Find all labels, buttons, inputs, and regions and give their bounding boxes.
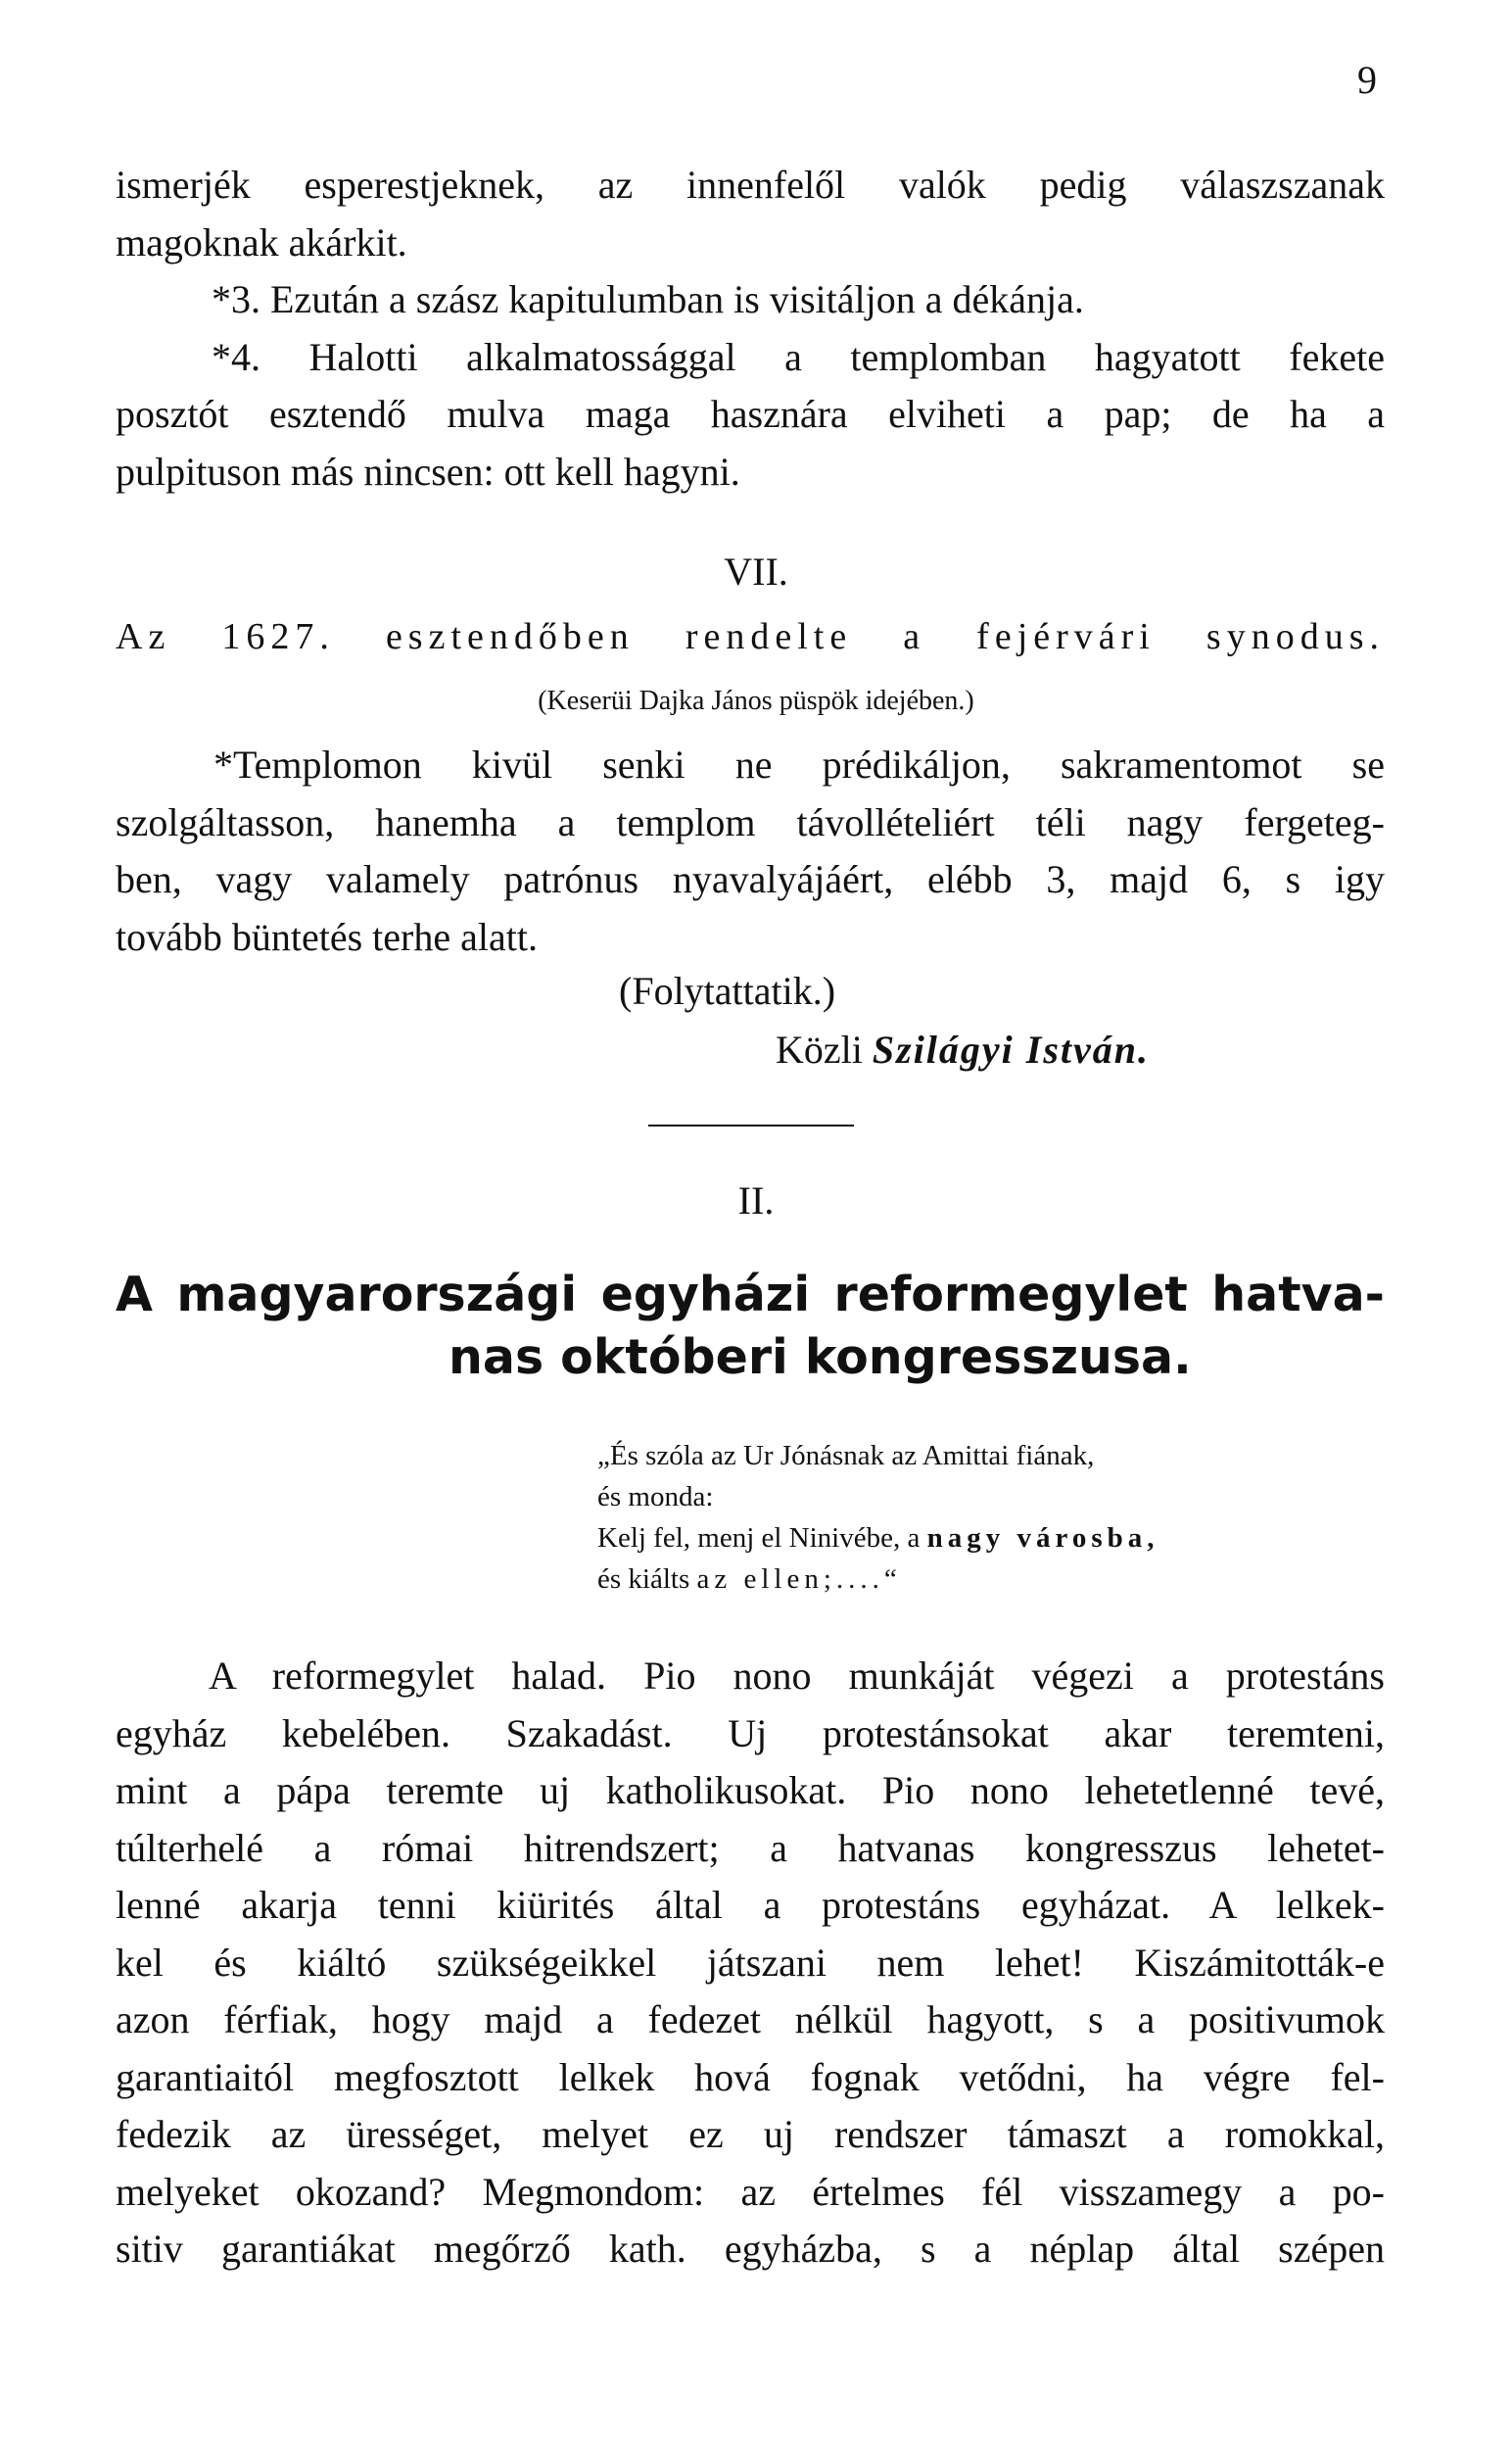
text-line: melyeket okozand? Megmondom: az értelmes fél visszamegy a po- — [116, 2169, 1385, 2214]
title-line: nas októberi kongresszusa. — [449, 1329, 1192, 1385]
text-line: túlterhelé a római hitrendszert; a hatvanas kongresszus lehetet- — [116, 1825, 1385, 1870]
section-divider — [648, 1125, 854, 1127]
signature-prefix: Közli — [776, 1028, 863, 1072]
text-line: magoknak akárkit. — [116, 219, 407, 264]
signature — [776, 1027, 1150, 1073]
text-line: egyház kebelében. Szakadást. Uj protestánsokat akar teremteni, — [116, 1710, 1385, 1755]
article-title — [116, 1264, 1385, 1389]
text-line: azon férfiak, hogy majd a fedezet nélkül hagyott, s a positivumok — [116, 1997, 1385, 2041]
text-line: kel és kiáltó szükségeikkel játszani nem lehet! Kiszámitották-e — [116, 1940, 1385, 1985]
section-title: Az 1627. esztendőben rendelte a fejérvári synodus. — [116, 616, 1385, 657]
signature-name: Szilágyi István. — [872, 1028, 1151, 1072]
text-line: pulpituson más nincsen: ott kell hagyni. — [116, 449, 740, 494]
text-line: ben, vagy valamely patrónus nyavalyájáért, elébb 3, majd 6, s igy — [116, 857, 1385, 901]
epigraph-line — [597, 1559, 1351, 1600]
top-paragraph — [116, 157, 1385, 501]
text-line: szolgáltasson, hanemha a templom távollételiért téli nagy fergeteg- — [116, 799, 1385, 844]
epigraph-line: és monda: — [597, 1481, 714, 1512]
text-line: *4. Halotti alkalmatossággal a templomban hagyatott fekete — [212, 334, 1385, 379]
text-line: lenné akarja tenni kiürités által a protestáns egyházat. A lelkek- — [116, 1883, 1385, 1927]
page-number: 9 — [1357, 58, 1377, 102]
text-line: mint a pápa teremte uj katholikusokat. Pio nono lehetetlenné tevé, — [116, 1768, 1385, 1812]
continued-note: (Folytattatik.) — [619, 969, 836, 1013]
epigraph-emphasis: nagy városba, — [926, 1522, 1159, 1554]
epigraph-text: Kelj fel, menj el Ninivébe, a — [597, 1522, 927, 1554]
text-line: fedezik az ürességet, melyet ez uj rendszer támaszt a romokkal, — [116, 2112, 1385, 2156]
text-line: tovább büntetés terhe alatt. — [116, 914, 538, 959]
text-line: sitiv garantiákat megőrző kath. egyházba, s a néplap által szépen — [116, 2227, 1385, 2271]
text-line: *3. Ezután a szász kapitulumban is visitáljon a dékánja. — [212, 277, 1084, 321]
text-line: *Templomon kivül senki ne prédikáljon, sakramentomot se — [213, 743, 1385, 787]
epigraph-line — [597, 1517, 1351, 1559]
article-paragraph — [116, 1648, 1385, 2278]
text-line: A reformegylet halad. Pio nono munkáját végezi a protestáns — [209, 1654, 1385, 1698]
section-subtitle: (Keserüi Dajka János püspök idejében.) — [538, 686, 974, 716]
text-line: garantiaitól megfosztott lelkek hová fognak vetődni, ha végre fel- — [116, 2054, 1385, 2099]
section-numeral-ii: II. — [737, 1178, 775, 1223]
epigraph-line: „És szóla az Ur Jónásnak az Amittai fiának, — [597, 1440, 1095, 1471]
section-vii-paragraph — [116, 737, 1385, 966]
epigraph-text: és kiálts — [597, 1563, 697, 1595]
text-line: ismerjék esperestjeknek, az innenfelől valók pedig válaszszanak — [116, 163, 1385, 207]
epigraph-emphasis: az ellen;....“ — [696, 1563, 902, 1595]
text-line: posztót esztendő mulva maga hasznára elviheti a pap; de ha a — [116, 392, 1385, 436]
section-numeral-vii: VII. — [724, 550, 788, 594]
epigraph — [597, 1435, 1351, 1600]
title-line: A magyarországi egyházi reformegylet hatva- — [116, 1267, 1385, 1322]
